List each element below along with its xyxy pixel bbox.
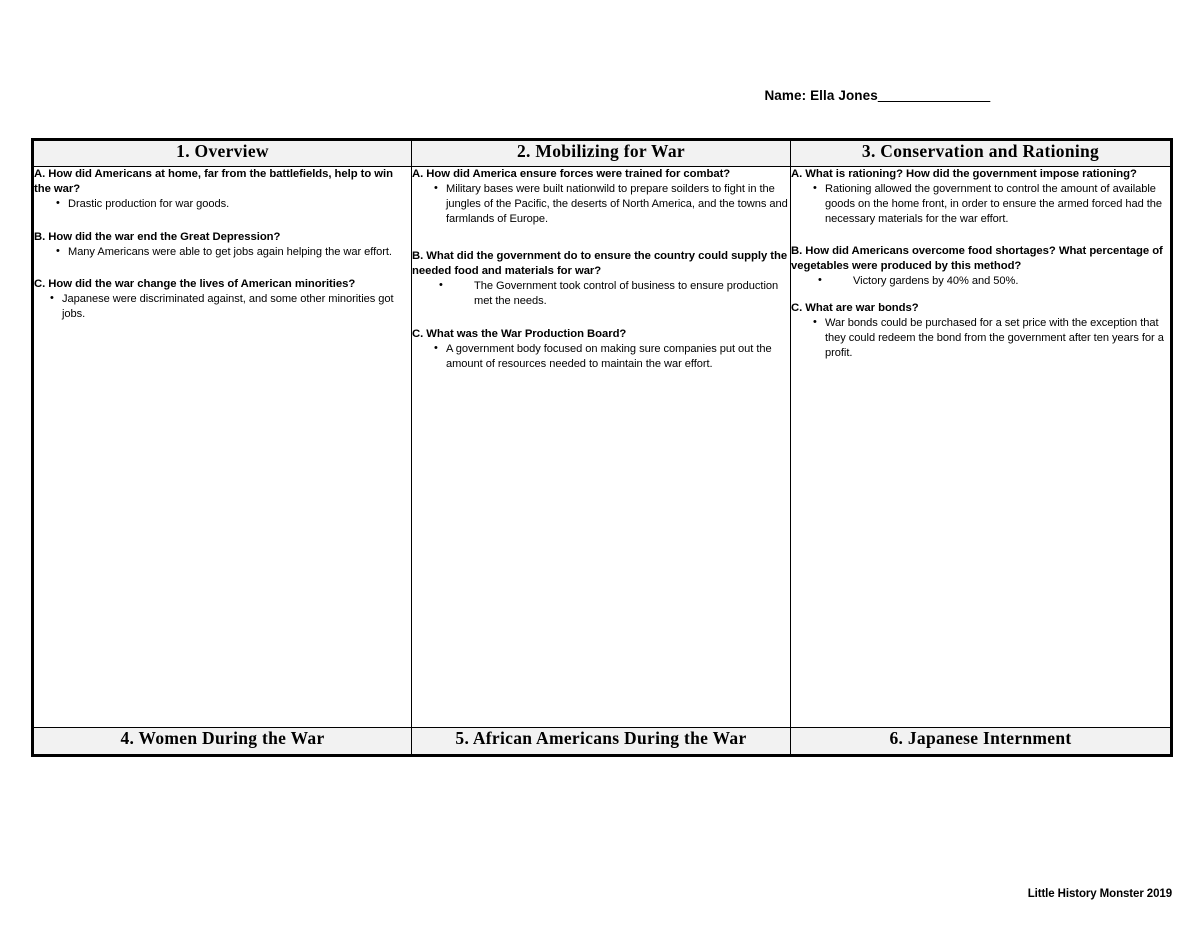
name-field-line: [30, 88, 990, 103]
answer-item: • A government body focused on making sure companies put out the amount of resources needed to maintain the war effort.: [412, 342, 790, 372]
section-header-6: 6. Japanese Internment: [791, 728, 1172, 756]
worksheet-table: [31, 138, 1173, 757]
footer-credit: Little History Monster 2019: [1027, 888, 1172, 900]
answer-list: [412, 279, 790, 309]
question-text: A. What is rationing? How did the government impose rationing?: [791, 168, 1137, 180]
section-header-2: 2. Mobilizing for War: [412, 140, 791, 167]
answer-item: • War bonds could be purchased for a set price with the exception that they could redeem the bond from the government after ten years for a profit.: [791, 316, 1170, 361]
qa-block: [412, 327, 790, 372]
table-header-row-top: [33, 140, 1172, 167]
answer-item: • Many Americans were able to get jobs again helping the war effort.: [34, 245, 411, 260]
spacer: [34, 215, 411, 230]
section-header-3: 3. Conservation and Rationing: [791, 140, 1172, 167]
spacer: [412, 229, 790, 249]
question-text: B. What did the government do to ensure the country could supply the needed food and materials for war?: [412, 250, 788, 278]
spacer: [791, 229, 1170, 244]
question-text: B. How did Americans overcome food shortages? What percentage of vegetables were produced by this method?: [791, 245, 1163, 273]
qa-block: [791, 167, 1170, 226]
name-blank-underline: ________________: [877, 88, 990, 103]
section-header-5: 5. African Americans During the War: [412, 728, 791, 756]
answer-list: [34, 292, 411, 322]
qa-block: [412, 167, 790, 226]
section-cell-3[interactable]: [791, 167, 1172, 728]
qa-block: [34, 167, 411, 212]
question-text: A. How did America ensure forces were trained for combat?: [412, 168, 731, 180]
name-label: Name: Ella Jones: [764, 88, 878, 103]
qa-block: [34, 277, 411, 322]
answer-item: • Military bases were built nationwild to prepare soilders to fight in the jungles of the Pacific, the deserts of North America, and the towns and farmlands of Europe.: [412, 182, 790, 227]
question-text: C. What are war bonds?: [791, 302, 919, 315]
qa-block: [412, 249, 790, 309]
answer-item: • Drastic production for war goods.: [34, 197, 411, 212]
question-text: C. How did the war change the lives of American minorities?: [34, 278, 356, 291]
qa-block: [791, 301, 1170, 360]
table-content-row: [33, 167, 1172, 728]
answer-item: • Victory gardens by 40% and 50%.: [791, 274, 1170, 289]
qa-block: [791, 244, 1170, 289]
answer-list: [34, 245, 411, 260]
answer-item: • Japanese were discriminated against, and some other minorities got jobs.: [34, 292, 411, 322]
section-cell-2[interactable]: [412, 167, 791, 728]
section-header-4: 4. Women During the War: [33, 728, 412, 756]
question-text: C. What was the War Production Board?: [412, 328, 627, 341]
answer-item: • Rationing allowed the government to control the amount of available goods on the home front, in order to ensure the armed forced had the necessary materials for the war effort.: [791, 182, 1170, 227]
table-header-row-bottom: [33, 728, 1172, 756]
answer-list: [791, 274, 1170, 289]
answer-list: [791, 182, 1170, 227]
section-cell-1[interactable]: [33, 167, 412, 728]
answer-item: • The Government took control of business to ensure production met the needs.: [412, 279, 790, 309]
answer-list: [34, 197, 411, 212]
answer-list: [412, 342, 790, 372]
qa-block: [34, 230, 411, 260]
answer-list: [412, 182, 790, 227]
question-text: A. How did Americans at home, far from the battlefields, help to win the war?: [34, 168, 393, 195]
spacer: [412, 312, 790, 327]
question-text: B. How did the war end the Great Depression?: [34, 230, 281, 243]
answer-list: [791, 316, 1170, 361]
spacer: [791, 292, 1170, 301]
spacer: [34, 262, 411, 277]
section-header-1: 1. Overview: [33, 140, 412, 167]
